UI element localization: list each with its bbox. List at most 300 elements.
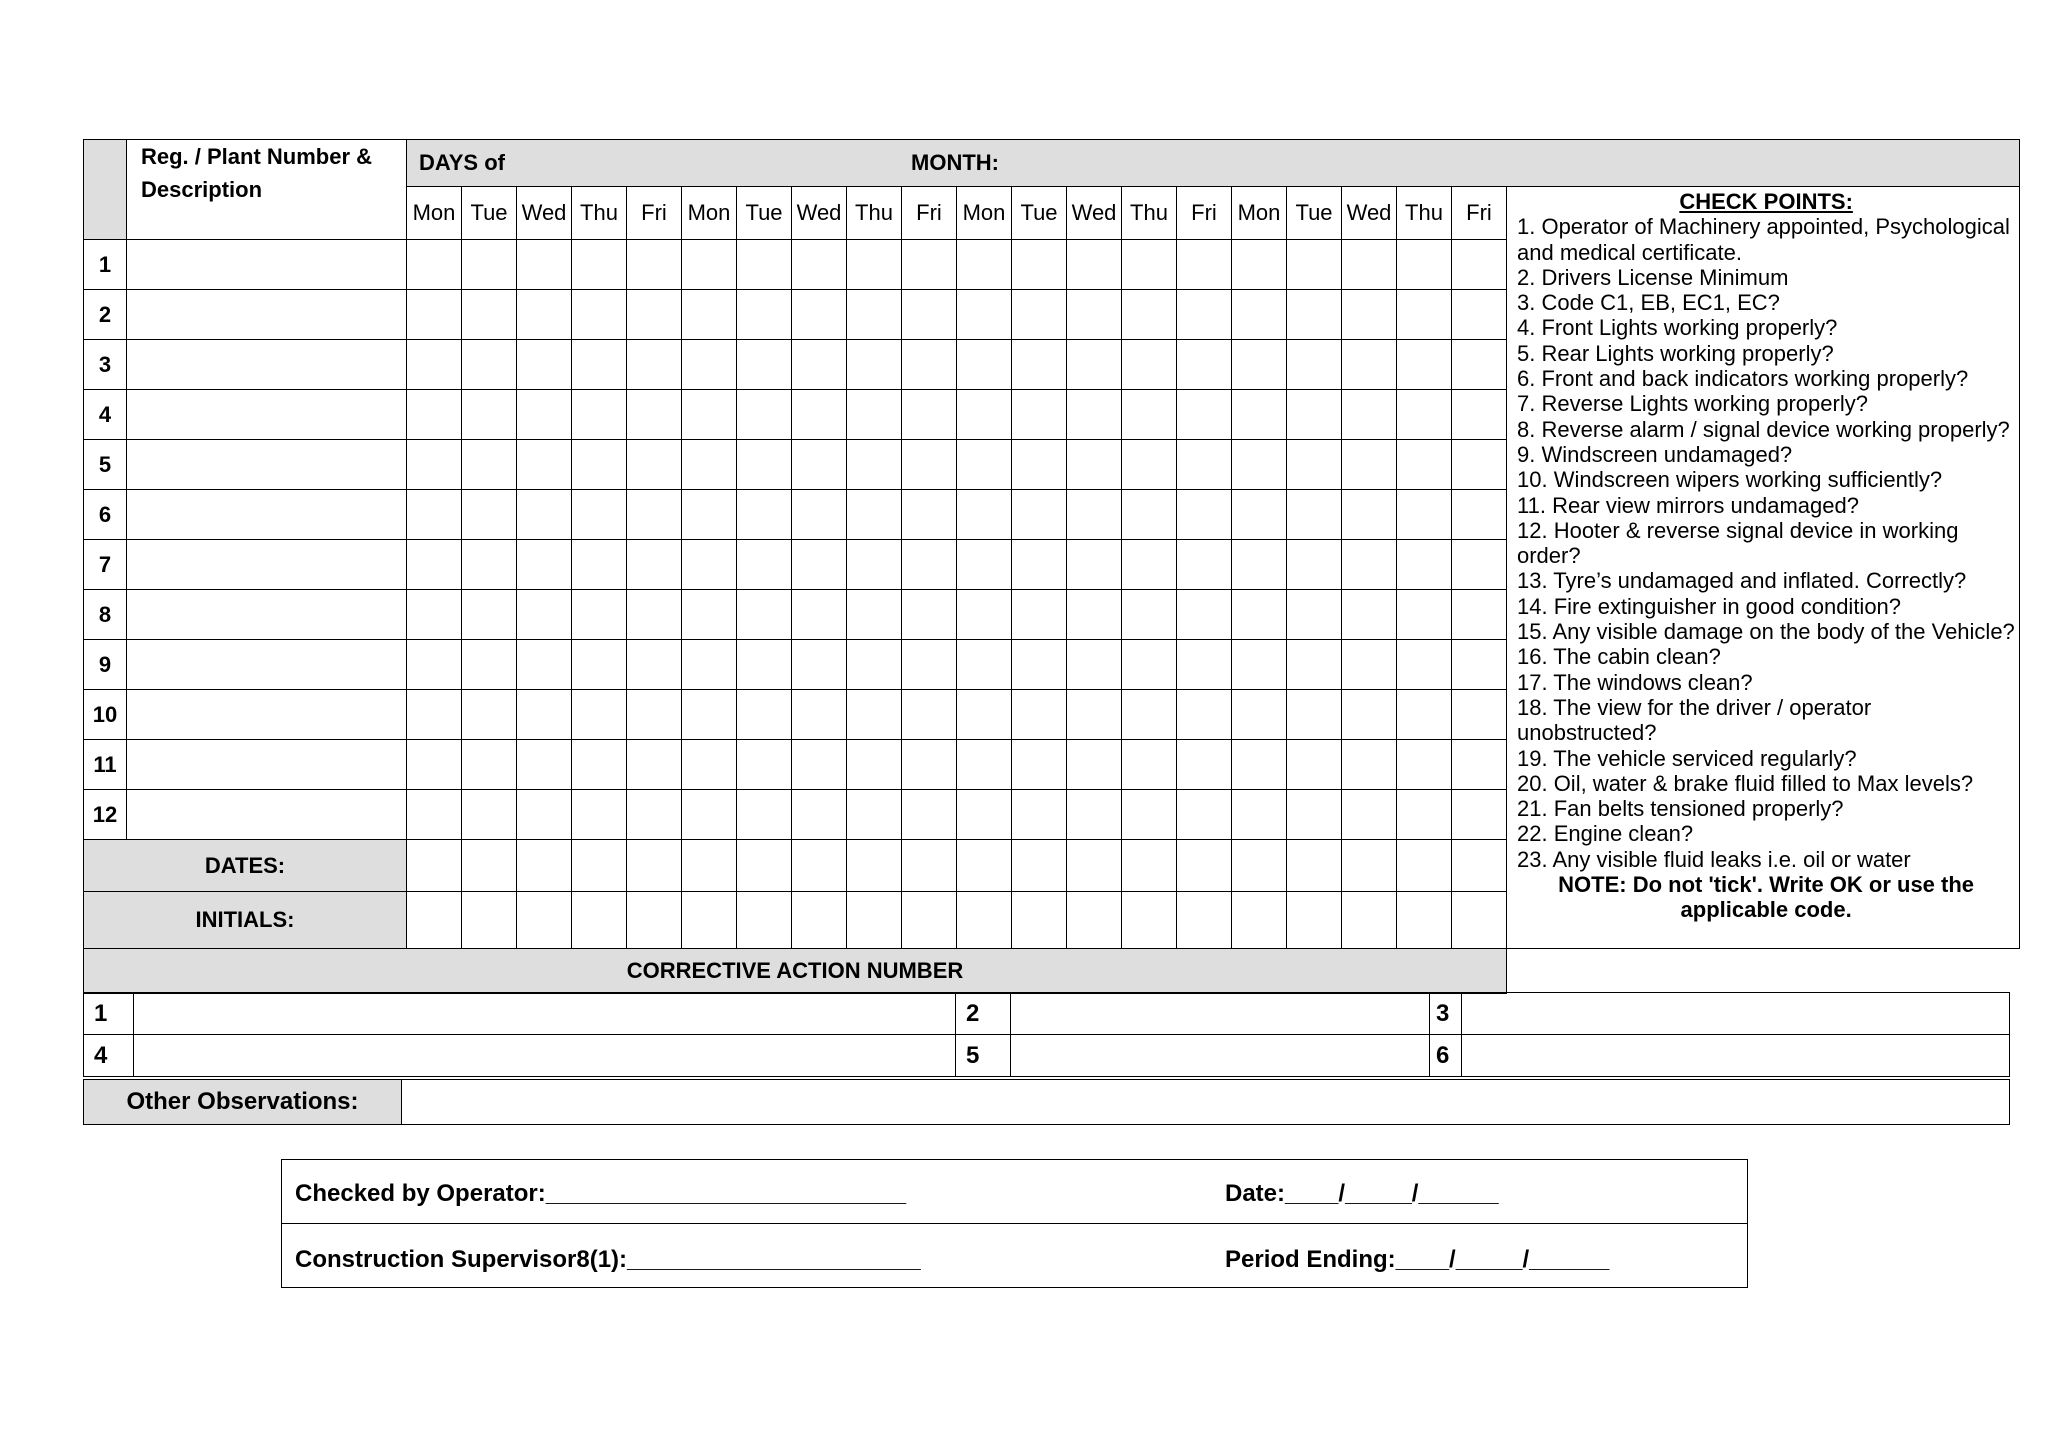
initials-cell[interactable] bbox=[1452, 892, 1507, 949]
check-cell[interactable] bbox=[627, 590, 682, 640]
check-cell[interactable] bbox=[792, 240, 847, 290]
check-cell[interactable] bbox=[1397, 340, 1452, 390]
check-cell[interactable] bbox=[1232, 290, 1287, 340]
check-cell[interactable] bbox=[1452, 590, 1507, 640]
check-cell[interactable] bbox=[792, 340, 847, 390]
check-cell[interactable] bbox=[1122, 790, 1177, 840]
check-cell[interactable] bbox=[682, 640, 737, 690]
check-cell[interactable] bbox=[957, 790, 1012, 840]
check-cell[interactable] bbox=[1342, 640, 1397, 690]
check-cell[interactable] bbox=[957, 290, 1012, 340]
check-cell[interactable] bbox=[1177, 590, 1232, 640]
check-cell[interactable] bbox=[1012, 790, 1067, 840]
check-cell[interactable] bbox=[627, 790, 682, 840]
check-cell[interactable] bbox=[1452, 490, 1507, 540]
check-cell[interactable] bbox=[1342, 440, 1397, 490]
check-cell[interactable] bbox=[1177, 740, 1232, 790]
check-cell[interactable] bbox=[902, 290, 957, 340]
initials-cell[interactable] bbox=[1177, 892, 1232, 949]
check-cell[interactable] bbox=[902, 390, 957, 440]
check-cell[interactable] bbox=[792, 590, 847, 640]
check-cell[interactable] bbox=[627, 440, 682, 490]
check-cell[interactable] bbox=[517, 240, 572, 290]
initials-cell[interactable] bbox=[737, 892, 792, 949]
check-cell[interactable] bbox=[1397, 440, 1452, 490]
check-cell[interactable] bbox=[1287, 240, 1342, 290]
check-cell[interactable] bbox=[682, 590, 737, 640]
check-cell[interactable] bbox=[1232, 340, 1287, 390]
check-cell[interactable] bbox=[902, 740, 957, 790]
check-cell[interactable] bbox=[1342, 740, 1397, 790]
check-cell[interactable] bbox=[737, 390, 792, 440]
check-cell[interactable] bbox=[517, 790, 572, 840]
check-cell[interactable] bbox=[1067, 440, 1122, 490]
corrective-entry[interactable] bbox=[1011, 1035, 1430, 1077]
check-cell[interactable] bbox=[847, 240, 902, 290]
initials-cell[interactable] bbox=[682, 892, 737, 949]
check-cell[interactable] bbox=[792, 640, 847, 690]
date-cell[interactable] bbox=[1177, 840, 1232, 892]
check-cell[interactable] bbox=[1067, 240, 1122, 290]
check-cell[interactable] bbox=[957, 690, 1012, 740]
check-cell[interactable] bbox=[462, 290, 517, 340]
check-cell[interactable] bbox=[902, 790, 957, 840]
check-cell[interactable] bbox=[1122, 340, 1177, 390]
check-cell[interactable] bbox=[957, 740, 1012, 790]
check-cell[interactable] bbox=[1342, 390, 1397, 440]
check-cell[interactable] bbox=[1232, 240, 1287, 290]
check-cell[interactable] bbox=[462, 490, 517, 540]
check-cell[interactable] bbox=[572, 240, 627, 290]
check-cell[interactable] bbox=[847, 640, 902, 690]
check-cell[interactable] bbox=[517, 740, 572, 790]
check-cell[interactable] bbox=[902, 690, 957, 740]
check-cell[interactable] bbox=[1177, 490, 1232, 540]
check-cell[interactable] bbox=[1122, 690, 1177, 740]
check-cell[interactable] bbox=[407, 340, 462, 390]
check-cell[interactable] bbox=[517, 340, 572, 390]
check-cell[interactable] bbox=[957, 390, 1012, 440]
check-cell[interactable] bbox=[1067, 740, 1122, 790]
check-cell[interactable] bbox=[572, 640, 627, 690]
check-cell[interactable] bbox=[957, 490, 1012, 540]
check-cell[interactable] bbox=[682, 290, 737, 340]
check-cell[interactable] bbox=[1287, 590, 1342, 640]
check-cell[interactable] bbox=[1122, 490, 1177, 540]
check-cell[interactable] bbox=[1012, 540, 1067, 590]
check-cell[interactable] bbox=[462, 790, 517, 840]
check-cell[interactable] bbox=[1122, 740, 1177, 790]
check-cell[interactable] bbox=[517, 390, 572, 440]
date-cell[interactable] bbox=[957, 840, 1012, 892]
check-cell[interactable] bbox=[462, 690, 517, 740]
check-cell[interactable] bbox=[1122, 390, 1177, 440]
check-cell[interactable] bbox=[627, 640, 682, 690]
check-cell[interactable] bbox=[1067, 390, 1122, 440]
check-cell[interactable] bbox=[1232, 740, 1287, 790]
check-cell[interactable] bbox=[462, 240, 517, 290]
check-cell[interactable] bbox=[572, 440, 627, 490]
check-cell[interactable] bbox=[902, 640, 957, 690]
check-cell[interactable] bbox=[1452, 440, 1507, 490]
check-cell[interactable] bbox=[847, 590, 902, 640]
check-cell[interactable] bbox=[792, 790, 847, 840]
check-cell[interactable] bbox=[517, 590, 572, 640]
check-cell[interactable] bbox=[1177, 640, 1232, 690]
date-cell[interactable] bbox=[847, 840, 902, 892]
check-cell[interactable] bbox=[627, 340, 682, 390]
check-cell[interactable] bbox=[407, 590, 462, 640]
initials-cell[interactable] bbox=[1067, 892, 1122, 949]
date-cell[interactable] bbox=[1067, 840, 1122, 892]
check-cell[interactable] bbox=[407, 240, 462, 290]
check-cell[interactable] bbox=[1342, 590, 1397, 640]
check-cell[interactable] bbox=[847, 490, 902, 540]
check-cell[interactable] bbox=[1012, 590, 1067, 640]
date-cell[interactable] bbox=[1122, 840, 1177, 892]
check-cell[interactable] bbox=[572, 390, 627, 440]
check-cell[interactable] bbox=[902, 540, 957, 590]
plant-description-cell[interactable] bbox=[127, 790, 407, 840]
initials-cell[interactable] bbox=[627, 892, 682, 949]
check-cell[interactable] bbox=[407, 540, 462, 590]
check-cell[interactable] bbox=[737, 490, 792, 540]
check-cell[interactable] bbox=[957, 340, 1012, 390]
check-cell[interactable] bbox=[682, 790, 737, 840]
check-cell[interactable] bbox=[1342, 290, 1397, 340]
other-observations-field[interactable] bbox=[402, 1080, 2010, 1125]
initials-cell[interactable] bbox=[462, 892, 517, 949]
check-cell[interactable] bbox=[792, 440, 847, 490]
check-cell[interactable] bbox=[902, 240, 957, 290]
check-cell[interactable] bbox=[627, 390, 682, 440]
date-cell[interactable] bbox=[627, 840, 682, 892]
plant-description-cell[interactable] bbox=[127, 390, 407, 440]
check-cell[interactable] bbox=[792, 290, 847, 340]
check-cell[interactable] bbox=[957, 440, 1012, 490]
check-cell[interactable] bbox=[1232, 440, 1287, 490]
check-cell[interactable] bbox=[462, 740, 517, 790]
check-cell[interactable] bbox=[1232, 690, 1287, 740]
initials-cell[interactable] bbox=[1397, 892, 1452, 949]
check-cell[interactable] bbox=[1122, 290, 1177, 340]
check-cell[interactable] bbox=[1452, 540, 1507, 590]
date-cell[interactable] bbox=[737, 840, 792, 892]
plant-description-cell[interactable] bbox=[127, 540, 407, 590]
check-cell[interactable] bbox=[1342, 690, 1397, 740]
date-cell[interactable] bbox=[407, 840, 462, 892]
check-cell[interactable] bbox=[1287, 690, 1342, 740]
check-cell[interactable] bbox=[627, 290, 682, 340]
construction-supervisor-field[interactable]: Construction Supervisor8(1):______________________ bbox=[295, 1246, 921, 1273]
check-cell[interactable] bbox=[1287, 340, 1342, 390]
check-cell[interactable] bbox=[1177, 440, 1232, 490]
check-cell[interactable] bbox=[1122, 540, 1177, 590]
check-cell[interactable] bbox=[572, 590, 627, 640]
check-cell[interactable] bbox=[737, 290, 792, 340]
check-cell[interactable] bbox=[737, 790, 792, 840]
check-cell[interactable] bbox=[1452, 240, 1507, 290]
check-cell[interactable] bbox=[407, 490, 462, 540]
check-cell[interactable] bbox=[737, 540, 792, 590]
check-cell[interactable] bbox=[1397, 290, 1452, 340]
check-cell[interactable] bbox=[792, 390, 847, 440]
date-cell[interactable] bbox=[1012, 840, 1067, 892]
check-cell[interactable] bbox=[902, 590, 957, 640]
check-cell[interactable] bbox=[902, 340, 957, 390]
period-ending-field[interactable]: Period Ending:____/_____/______ bbox=[1225, 1246, 1610, 1273]
check-cell[interactable] bbox=[1012, 490, 1067, 540]
check-cell[interactable] bbox=[792, 740, 847, 790]
check-cell[interactable] bbox=[737, 340, 792, 390]
check-cell[interactable] bbox=[462, 390, 517, 440]
check-cell[interactable] bbox=[1232, 540, 1287, 590]
check-cell[interactable] bbox=[737, 590, 792, 640]
check-cell[interactable] bbox=[1397, 590, 1452, 640]
check-cell[interactable] bbox=[572, 690, 627, 740]
check-cell[interactable] bbox=[1232, 490, 1287, 540]
check-cell[interactable] bbox=[627, 490, 682, 540]
date-cell[interactable] bbox=[902, 840, 957, 892]
initials-cell[interactable] bbox=[1232, 892, 1287, 949]
check-cell[interactable] bbox=[1177, 540, 1232, 590]
check-cell[interactable] bbox=[1397, 690, 1452, 740]
initials-cell[interactable] bbox=[1342, 892, 1397, 949]
check-cell[interactable] bbox=[957, 640, 1012, 690]
initials-cell[interactable] bbox=[1122, 892, 1177, 949]
check-cell[interactable] bbox=[1397, 790, 1452, 840]
date-cell[interactable] bbox=[1232, 840, 1287, 892]
initials-cell[interactable] bbox=[957, 892, 1012, 949]
check-cell[interactable] bbox=[627, 740, 682, 790]
check-cell[interactable] bbox=[627, 540, 682, 590]
check-cell[interactable] bbox=[957, 540, 1012, 590]
check-cell[interactable] bbox=[1012, 240, 1067, 290]
check-cell[interactable] bbox=[957, 240, 1012, 290]
check-cell[interactable] bbox=[1067, 690, 1122, 740]
check-cell[interactable] bbox=[1287, 740, 1342, 790]
check-cell[interactable] bbox=[682, 390, 737, 440]
check-cell[interactable] bbox=[572, 290, 627, 340]
corrective-entry[interactable] bbox=[134, 1035, 956, 1077]
check-cell[interactable] bbox=[737, 440, 792, 490]
date-cell[interactable] bbox=[462, 840, 517, 892]
check-cell[interactable] bbox=[847, 740, 902, 790]
plant-description-cell[interactable] bbox=[127, 290, 407, 340]
check-cell[interactable] bbox=[1232, 640, 1287, 690]
check-cell[interactable] bbox=[1012, 340, 1067, 390]
check-cell[interactable] bbox=[1397, 540, 1452, 590]
check-cell[interactable] bbox=[1177, 790, 1232, 840]
check-cell[interactable] bbox=[1177, 290, 1232, 340]
check-cell[interactable] bbox=[1287, 790, 1342, 840]
check-cell[interactable] bbox=[847, 790, 902, 840]
check-cell[interactable] bbox=[407, 290, 462, 340]
check-cell[interactable] bbox=[957, 590, 1012, 640]
check-cell[interactable] bbox=[462, 440, 517, 490]
initials-cell[interactable] bbox=[1287, 892, 1342, 949]
date-cell[interactable] bbox=[682, 840, 737, 892]
check-cell[interactable] bbox=[1232, 590, 1287, 640]
check-cell[interactable] bbox=[572, 540, 627, 590]
check-cell[interactable] bbox=[572, 740, 627, 790]
date-cell[interactable] bbox=[792, 840, 847, 892]
check-cell[interactable] bbox=[572, 790, 627, 840]
check-cell[interactable] bbox=[1012, 640, 1067, 690]
check-cell[interactable] bbox=[1067, 490, 1122, 540]
check-cell[interactable] bbox=[1287, 490, 1342, 540]
check-cell[interactable] bbox=[1012, 440, 1067, 490]
check-cell[interactable] bbox=[1342, 490, 1397, 540]
check-cell[interactable] bbox=[1012, 390, 1067, 440]
check-cell[interactable] bbox=[737, 690, 792, 740]
check-cell[interactable] bbox=[682, 340, 737, 390]
corrective-entry[interactable] bbox=[1011, 993, 1430, 1035]
check-cell[interactable] bbox=[407, 440, 462, 490]
plant-description-cell[interactable] bbox=[127, 440, 407, 490]
check-cell[interactable] bbox=[1287, 540, 1342, 590]
initials-cell[interactable] bbox=[792, 892, 847, 949]
initials-cell[interactable] bbox=[572, 892, 627, 949]
check-cell[interactable] bbox=[1342, 340, 1397, 390]
check-cell[interactable] bbox=[1397, 390, 1452, 440]
check-cell[interactable] bbox=[517, 540, 572, 590]
check-cell[interactable] bbox=[1177, 340, 1232, 390]
check-cell[interactable] bbox=[1452, 790, 1507, 840]
check-cell[interactable] bbox=[407, 390, 462, 440]
check-cell[interactable] bbox=[737, 740, 792, 790]
check-cell[interactable] bbox=[517, 490, 572, 540]
check-cell[interactable] bbox=[847, 390, 902, 440]
check-cell[interactable] bbox=[1067, 540, 1122, 590]
check-cell[interactable] bbox=[1287, 640, 1342, 690]
check-cell[interactable] bbox=[1397, 490, 1452, 540]
check-cell[interactable] bbox=[572, 490, 627, 540]
check-cell[interactable] bbox=[1452, 690, 1507, 740]
plant-description-cell[interactable] bbox=[127, 690, 407, 740]
check-cell[interactable] bbox=[1012, 290, 1067, 340]
initials-cell[interactable] bbox=[902, 892, 957, 949]
check-cell[interactable] bbox=[1342, 540, 1397, 590]
check-cell[interactable] bbox=[682, 240, 737, 290]
check-cell[interactable] bbox=[572, 340, 627, 390]
check-cell[interactable] bbox=[462, 540, 517, 590]
check-cell[interactable] bbox=[1122, 440, 1177, 490]
check-cell[interactable] bbox=[462, 590, 517, 640]
check-cell[interactable] bbox=[1122, 640, 1177, 690]
check-cell[interactable] bbox=[1177, 390, 1232, 440]
check-cell[interactable] bbox=[682, 690, 737, 740]
date-cell[interactable] bbox=[572, 840, 627, 892]
check-cell[interactable] bbox=[902, 440, 957, 490]
plant-description-cell[interactable] bbox=[127, 340, 407, 390]
check-cell[interactable] bbox=[407, 790, 462, 840]
plant-description-cell[interactable] bbox=[127, 240, 407, 290]
check-cell[interactable] bbox=[737, 640, 792, 690]
check-cell[interactable] bbox=[847, 290, 902, 340]
check-cell[interactable] bbox=[462, 340, 517, 390]
check-cell[interactable] bbox=[737, 240, 792, 290]
check-cell[interactable] bbox=[1067, 590, 1122, 640]
plant-description-cell[interactable] bbox=[127, 640, 407, 690]
check-cell[interactable] bbox=[407, 740, 462, 790]
check-cell[interactable] bbox=[1122, 240, 1177, 290]
check-cell[interactable] bbox=[847, 540, 902, 590]
initials-cell[interactable] bbox=[847, 892, 902, 949]
check-cell[interactable] bbox=[1342, 240, 1397, 290]
check-cell[interactable] bbox=[1452, 340, 1507, 390]
date-cell[interactable] bbox=[1397, 840, 1452, 892]
check-cell[interactable] bbox=[1177, 240, 1232, 290]
initials-cell[interactable] bbox=[1012, 892, 1067, 949]
check-cell[interactable] bbox=[1287, 390, 1342, 440]
check-cell[interactable] bbox=[1287, 290, 1342, 340]
date-cell[interactable] bbox=[1452, 840, 1507, 892]
plant-description-cell[interactable] bbox=[127, 490, 407, 540]
check-cell[interactable] bbox=[1012, 740, 1067, 790]
check-cell[interactable] bbox=[517, 440, 572, 490]
check-cell[interactable] bbox=[1397, 240, 1452, 290]
date-cell[interactable] bbox=[1342, 840, 1397, 892]
plant-description-cell[interactable] bbox=[127, 740, 407, 790]
check-cell[interactable] bbox=[627, 240, 682, 290]
date-cell[interactable] bbox=[517, 840, 572, 892]
check-cell[interactable] bbox=[1397, 740, 1452, 790]
date-cell[interactable] bbox=[1287, 840, 1342, 892]
check-cell[interactable] bbox=[1012, 690, 1067, 740]
check-cell[interactable] bbox=[1342, 790, 1397, 840]
date-field[interactable]: Date:____/_____/______ bbox=[1225, 1180, 1499, 1207]
plant-description-cell[interactable] bbox=[127, 590, 407, 640]
check-cell[interactable] bbox=[517, 640, 572, 690]
corrective-entry[interactable] bbox=[1462, 1035, 2010, 1077]
check-cell[interactable] bbox=[1067, 640, 1122, 690]
check-cell[interactable] bbox=[682, 540, 737, 590]
check-cell[interactable] bbox=[792, 490, 847, 540]
check-cell[interactable] bbox=[517, 290, 572, 340]
check-cell[interactable] bbox=[1397, 640, 1452, 690]
checked-by-operator-field[interactable]: Checked by Operator:___________________________ bbox=[295, 1180, 907, 1207]
corrective-entry[interactable] bbox=[1462, 993, 2010, 1035]
check-cell[interactable] bbox=[1067, 340, 1122, 390]
check-cell[interactable] bbox=[1232, 390, 1287, 440]
check-cell[interactable] bbox=[407, 640, 462, 690]
check-cell[interactable] bbox=[1232, 790, 1287, 840]
initials-cell[interactable] bbox=[407, 892, 462, 949]
check-cell[interactable] bbox=[1452, 290, 1507, 340]
check-cell[interactable] bbox=[1452, 640, 1507, 690]
check-cell[interactable] bbox=[847, 440, 902, 490]
initials-cell[interactable] bbox=[517, 892, 572, 949]
check-cell[interactable] bbox=[1452, 390, 1507, 440]
check-cell[interactable] bbox=[682, 490, 737, 540]
check-cell[interactable] bbox=[627, 690, 682, 740]
check-cell[interactable] bbox=[1067, 290, 1122, 340]
check-cell[interactable] bbox=[847, 690, 902, 740]
check-cell[interactable] bbox=[1122, 590, 1177, 640]
check-cell[interactable] bbox=[847, 340, 902, 390]
check-cell[interactable] bbox=[1177, 690, 1232, 740]
check-cell[interactable] bbox=[517, 690, 572, 740]
check-cell[interactable] bbox=[792, 540, 847, 590]
check-cell[interactable] bbox=[792, 690, 847, 740]
check-cell[interactable] bbox=[902, 490, 957, 540]
check-cell[interactable] bbox=[1287, 440, 1342, 490]
check-cell[interactable] bbox=[407, 690, 462, 740]
check-cell[interactable] bbox=[1452, 740, 1507, 790]
check-cell[interactable] bbox=[682, 740, 737, 790]
check-cell[interactable] bbox=[1067, 790, 1122, 840]
